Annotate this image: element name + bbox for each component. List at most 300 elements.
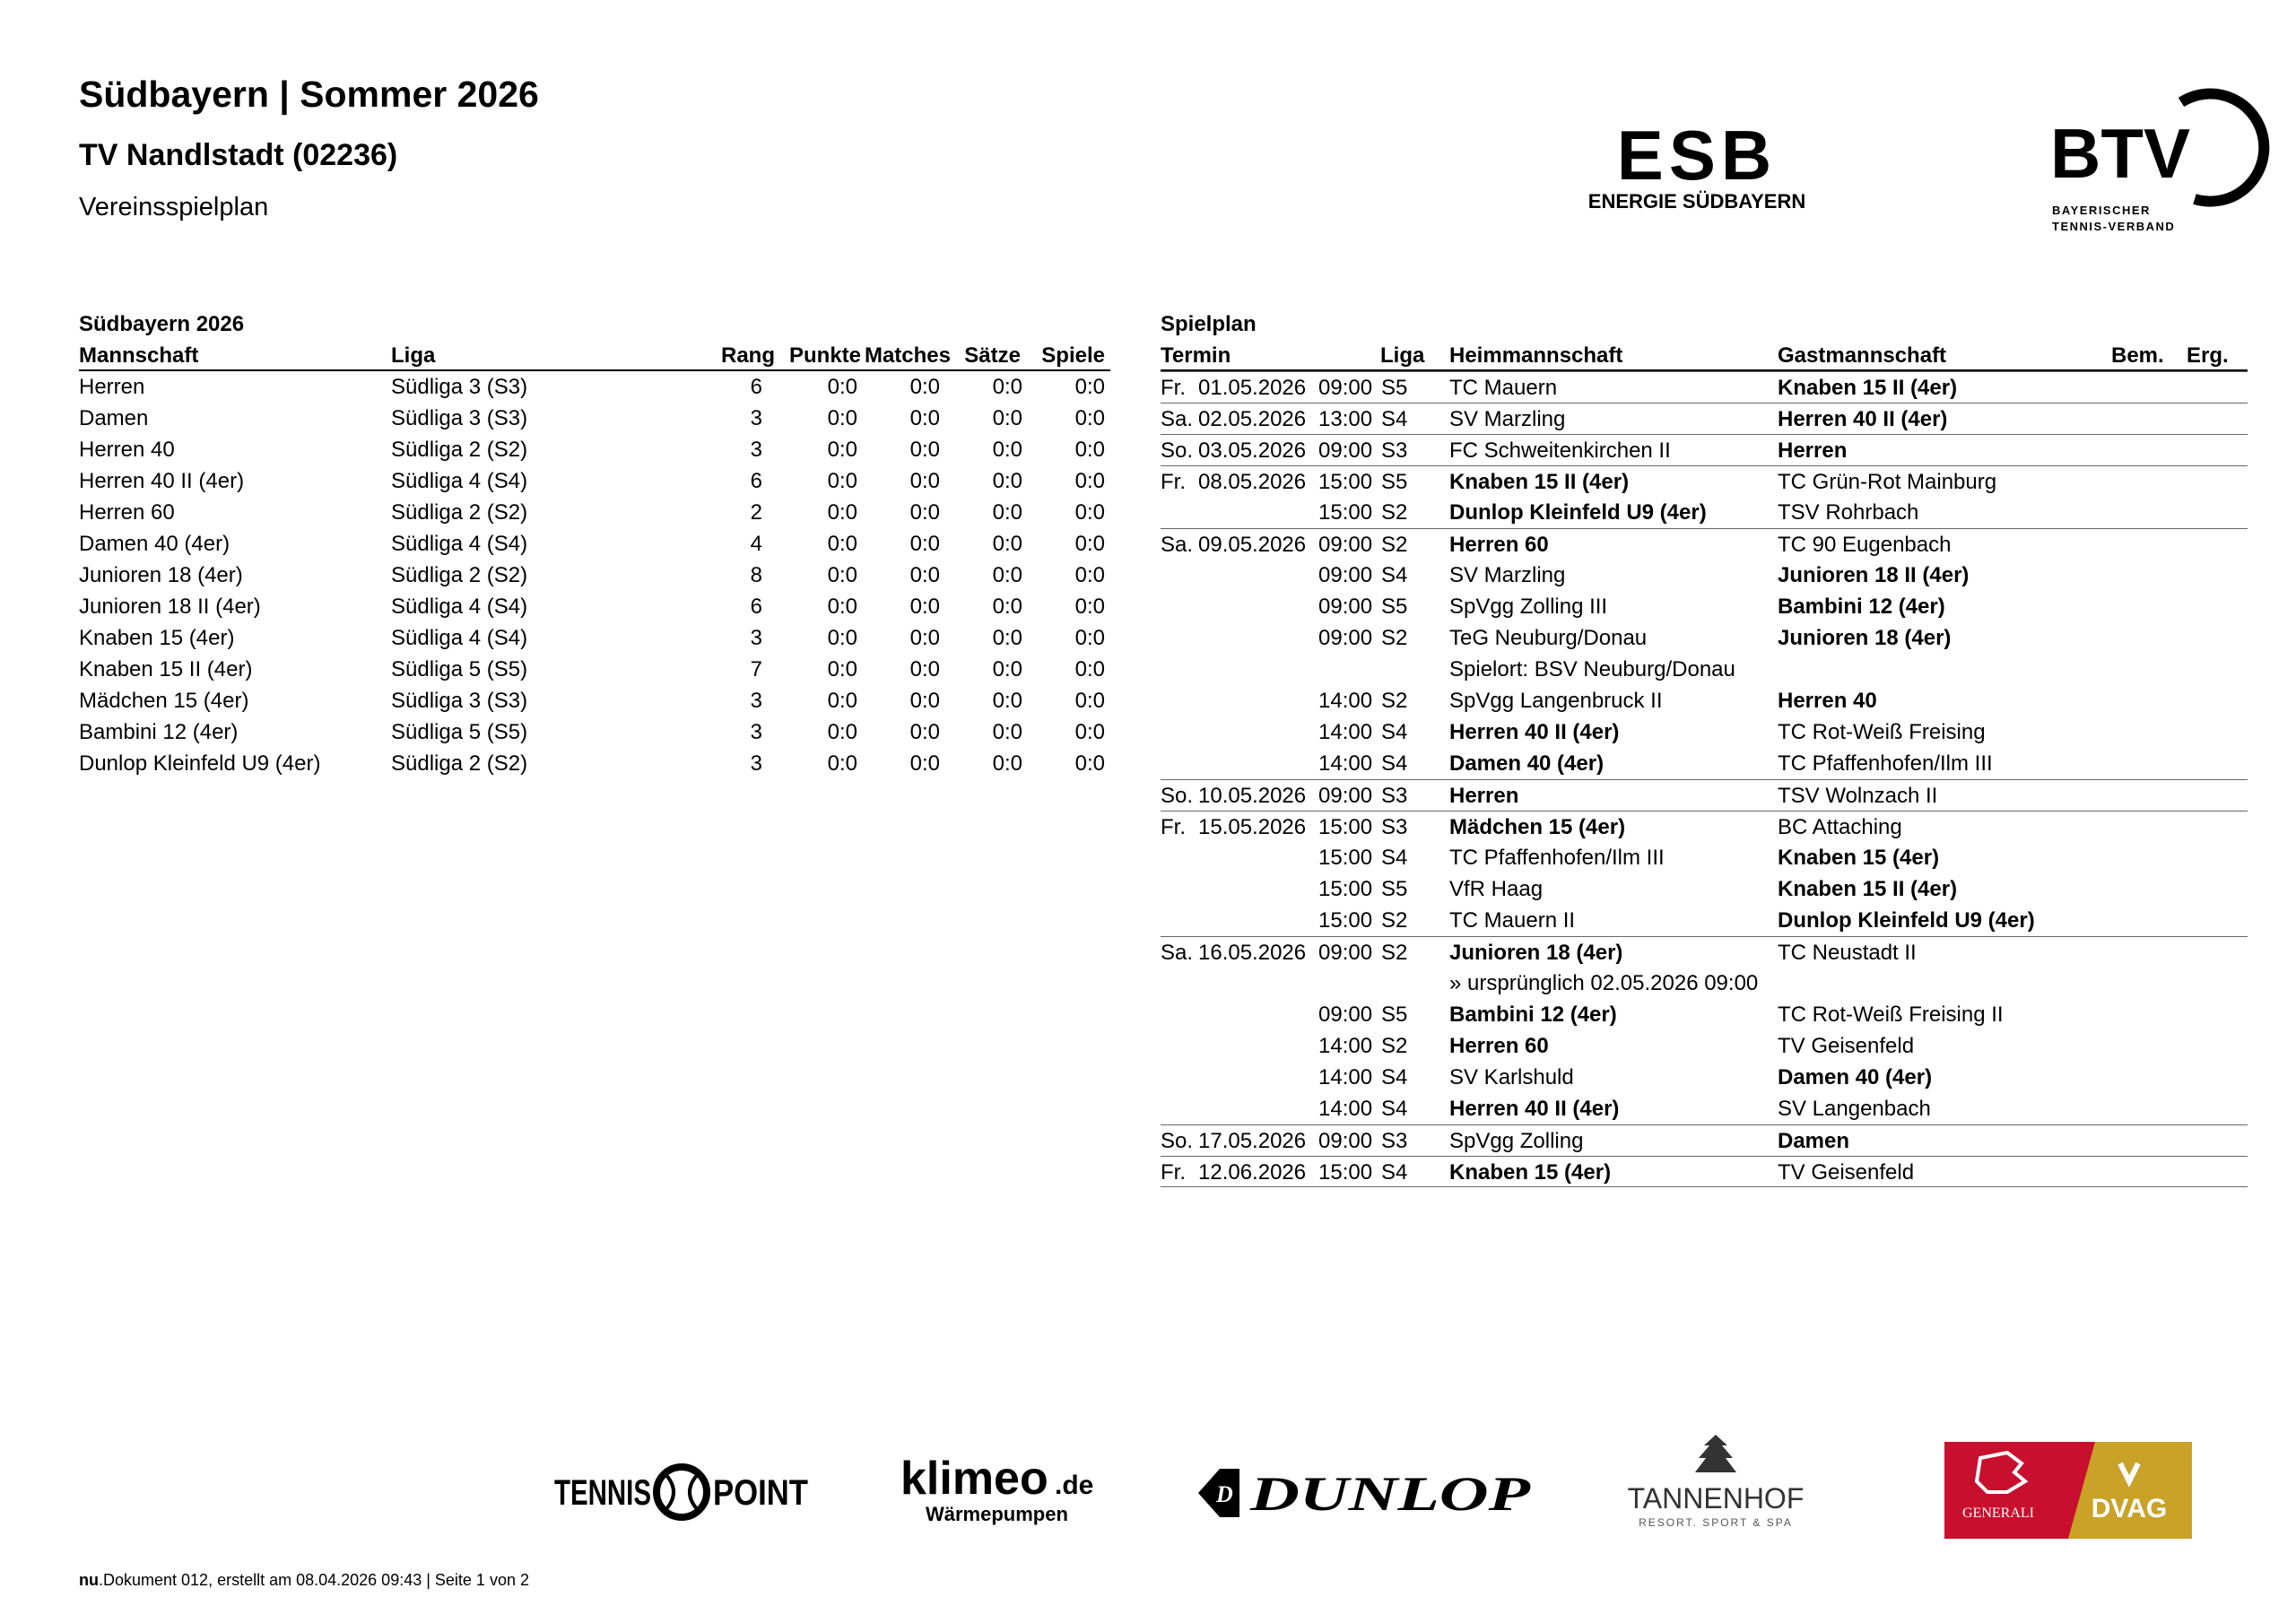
match-note: » ursprünglich 02.05.2026 09:00 [1449, 971, 1759, 995]
team-name: Herren 60 [79, 500, 175, 525]
guest-team: TC 90 Eugenbach [1778, 533, 1952, 557]
schedule-note-row [1161, 968, 2248, 999]
match-time: 09:00 [1318, 626, 1373, 650]
team-spiele: 0:0 [1074, 626, 1105, 650]
col-header-rang: Rang [721, 343, 775, 368]
match-time: 09:00 [1318, 941, 1373, 965]
match-time: 09:00 [1318, 563, 1373, 587]
page-title: Südbayern | Sommer 2026 [79, 74, 539, 115]
team-name: Damen 40 (4er) [79, 532, 230, 556]
schedule-row [1161, 905, 2248, 936]
match-liga: S5 [1381, 470, 1408, 494]
match-liga: S4 [1381, 1160, 1408, 1185]
table-row [79, 434, 1110, 465]
team-punkte: 0:0 [827, 626, 857, 650]
team-spiele: 0:0 [1074, 469, 1105, 493]
team-name: Herren 40 II (4er) [79, 469, 245, 493]
schedule-row [1161, 936, 2248, 968]
home-team: SpVgg Langenbruck II [1449, 689, 1663, 713]
match-liga: S4 [1381, 846, 1408, 870]
guest-team: Knaben 15 II (4er) [1778, 376, 1958, 400]
team-matches: 0:0 [909, 500, 940, 525]
team-punkte: 0:0 [827, 657, 857, 681]
col-header-bem: Bem. [2111, 343, 2164, 368]
guest-team: TSV Wolnzach II [1778, 784, 1938, 808]
match-note: Spielort: BSV Neuburg/Donau [1449, 657, 1735, 681]
team-saetze: 0:0 [992, 657, 1022, 681]
match-time: 13:00 [1318, 407, 1373, 431]
schedule-section-title: Spielplan [1161, 312, 1257, 336]
home-team: Herren 60 [1449, 533, 1549, 557]
team-punkte: 0:0 [827, 720, 857, 744]
table-row [79, 748, 1110, 779]
team-name: Herren [79, 375, 145, 399]
team-punkte: 0:0 [827, 438, 857, 462]
home-team: Damen 40 (4er) [1449, 751, 1605, 776]
team-saetze: 0:0 [992, 500, 1022, 525]
generali-text: GENERALI [1962, 1506, 2034, 1521]
guest-team: TC Neustadt II [1778, 941, 1917, 965]
team-saetze: 0:0 [992, 532, 1022, 556]
table-row [79, 591, 1110, 622]
home-team: Mädchen 15 (4er) [1449, 815, 1626, 839]
guest-team: TSV Rohrbach [1778, 500, 1919, 525]
team-matches: 0:0 [909, 595, 940, 619]
team-spiele: 0:0 [1074, 689, 1105, 713]
klimeo-main: klimeo [900, 1453, 1048, 1505]
match-liga: S5 [1381, 1002, 1408, 1027]
team-name: Herren 40 [79, 438, 175, 462]
table-row [79, 497, 1110, 528]
home-team: Herren 40 II (4er) [1449, 1097, 1620, 1121]
guest-team: Knaben 15 II (4er) [1778, 877, 1958, 901]
team-name: Knaben 15 II (4er) [79, 657, 253, 681]
match-date: 12.06.2026 [1198, 1160, 1307, 1185]
team-name: Junioren 18 (4er) [79, 563, 243, 587]
team-name: Dunlop Kleinfeld U9 (4er) [79, 751, 321, 776]
team-matches: 0:0 [909, 657, 940, 681]
home-team: TC Pfaffenhofen/Ilm III [1449, 846, 1665, 870]
team-spiele: 0:0 [1074, 751, 1105, 776]
btv-logo [2047, 84, 2253, 237]
match-day: Fr. [1161, 376, 1186, 400]
table-row [79, 654, 1110, 685]
team-liga: Südliga 3 (S3) [391, 375, 528, 399]
team-saetze: 0:0 [992, 626, 1022, 650]
team-saetze: 0:0 [992, 406, 1022, 430]
team-matches: 0:0 [909, 532, 940, 556]
guest-team: Damen 40 (4er) [1778, 1065, 1933, 1089]
footer-text: .Dokument 012, erstellt am 08.04.2026 09:43 | Seite 1 von 2 [99, 1571, 529, 1589]
schedule-row [1161, 528, 2248, 560]
home-team: Herren 60 [1449, 1034, 1549, 1058]
home-team: Knaben 15 II (4er) [1449, 470, 1630, 494]
match-day: So. [1161, 1129, 1194, 1153]
col-header-liga: Liga [1380, 343, 1425, 368]
team-spiele: 0:0 [1074, 720, 1105, 744]
match-day: Fr. [1161, 815, 1186, 839]
home-team: Herren [1449, 784, 1519, 808]
btv-logo-sub1: BAYERISCHER [2052, 204, 2151, 217]
match-liga: S2 [1381, 1034, 1408, 1058]
home-team: TC Mauern [1449, 376, 1558, 400]
team-rang: 6 [750, 595, 762, 619]
col-header-gastmannschaft: Gastmannschaft [1778, 343, 1947, 368]
match-date: 01.05.2026 [1198, 376, 1307, 400]
schedule-row [1161, 403, 2248, 434]
match-liga: S5 [1381, 376, 1408, 400]
btv-logo-main: BTV [2050, 114, 2190, 193]
team-spiele: 0:0 [1074, 406, 1105, 430]
schedule-row [1161, 1093, 2248, 1124]
team-saetze: 0:0 [992, 595, 1022, 619]
team-spiele: 0:0 [1074, 657, 1105, 681]
team-saetze: 0:0 [992, 689, 1022, 713]
home-team: SV Marzling [1449, 407, 1566, 431]
team-punkte: 0:0 [827, 469, 857, 493]
team-spiele: 0:0 [1074, 438, 1105, 462]
team-rang: 6 [750, 469, 762, 493]
schedule-row [1161, 873, 2248, 905]
match-time: 14:00 [1318, 1097, 1373, 1121]
tannenhof-main: TANNENHOF [1627, 1482, 1805, 1515]
match-liga: S3 [1381, 784, 1408, 808]
home-team: SpVgg Zolling III [1449, 595, 1608, 619]
match-liga: S5 [1381, 595, 1408, 619]
team-matches: 0:0 [909, 689, 940, 713]
match-time: 14:00 [1318, 689, 1373, 713]
svg-text:D: D [1216, 1481, 1233, 1507]
match-day: Sa. [1161, 941, 1194, 965]
team-saetze: 0:0 [992, 375, 1022, 399]
team-name: Bambini 12 (4er) [79, 720, 239, 744]
match-liga: S3 [1381, 815, 1408, 839]
match-day: Fr. [1161, 1160, 1186, 1185]
schedule-row [1161, 465, 2248, 497]
match-liga: S2 [1381, 941, 1408, 965]
team-punkte: 0:0 [827, 406, 857, 430]
dunlop-logo [1193, 1462, 1534, 1524]
match-time: 09:00 [1318, 438, 1373, 463]
team-name: Knaben 15 (4er) [79, 626, 235, 650]
schedule-row [1161, 1030, 2248, 1062]
guest-team: TC Grün-Rot Mainburg [1778, 470, 1997, 494]
team-liga: Südliga 3 (S3) [391, 406, 528, 430]
match-time: 15:00 [1318, 1160, 1373, 1185]
match-liga: S4 [1381, 720, 1408, 744]
team-liga: Südliga 4 (S4) [391, 532, 528, 556]
match-time: 14:00 [1318, 1065, 1373, 1089]
btv-logo-sub2: TENNIS-VERBAND [2052, 220, 2176, 233]
match-liga: S2 [1381, 908, 1408, 933]
team-matches: 0:0 [909, 563, 940, 587]
team-matches: 0:0 [909, 626, 940, 650]
match-liga: S2 [1381, 626, 1408, 650]
schedule-row [1161, 1124, 2248, 1156]
club-name: TV Nandlstadt (02236) [79, 138, 398, 172]
col-header-mannschaft: Mannschaft [79, 343, 199, 368]
match-liga: S2 [1381, 533, 1408, 557]
home-team: SV Marzling [1449, 563, 1566, 587]
schedule-row [1161, 371, 2248, 403]
match-date: 10.05.2026 [1198, 784, 1307, 808]
guest-team: Junioren 18 (4er) [1778, 626, 1952, 650]
guest-team: TV Geisenfeld [1778, 1034, 1915, 1058]
tennis-ball-icon [657, 1467, 707, 1517]
team-saetze: 0:0 [992, 751, 1022, 776]
teams-table-body [79, 371, 1110, 779]
match-date: 09.05.2026 [1198, 533, 1307, 557]
guest-team: BC Attaching [1778, 815, 1902, 839]
guest-team: Junioren 18 II (4er) [1778, 563, 1970, 587]
tannenhof-sub: RESORT. SPORT & SPA [1639, 1516, 1793, 1529]
match-time: 15:00 [1318, 500, 1373, 525]
match-liga: S3 [1381, 1129, 1408, 1153]
team-liga: Südliga 5 (S5) [391, 657, 528, 681]
home-team: TeG Neuburg/Donau [1449, 626, 1648, 650]
match-liga: S3 [1381, 438, 1408, 463]
col-header-heimmannschaft: Heimmannschaft [1449, 343, 1623, 368]
guest-team: Knaben 15 (4er) [1778, 846, 1940, 870]
match-date: 03.05.2026 [1198, 438, 1307, 463]
table-row [79, 622, 1110, 654]
team-liga: Südliga 5 (S5) [391, 720, 528, 744]
match-liga: S2 [1381, 689, 1408, 713]
match-time: 14:00 [1318, 720, 1373, 744]
guest-team: Herren 40 II (4er) [1778, 407, 1948, 431]
schedule-note-row [1161, 654, 2248, 685]
home-team: Dunlop Kleinfeld U9 (4er) [1449, 500, 1707, 525]
col-header-erg: Erg. [2187, 343, 2229, 368]
match-day: So. [1161, 784, 1194, 808]
team-rang: 6 [750, 375, 762, 399]
esb-logo-main: ESB [1616, 116, 1778, 195]
team-name: Mädchen 15 (4er) [79, 689, 249, 713]
match-liga: S4 [1381, 1065, 1408, 1089]
match-time: 09:00 [1318, 376, 1373, 400]
match-date: 16.05.2026 [1198, 941, 1307, 965]
team-liga: Südliga 3 (S3) [391, 689, 528, 713]
team-saetze: 0:0 [992, 563, 1022, 587]
schedule-row [1161, 811, 2248, 842]
col-header-liga: Liga [391, 343, 436, 368]
guest-team: Herren 40 [1778, 689, 1877, 713]
col-header-termin: Termin [1161, 343, 1231, 368]
match-time: 15:00 [1318, 815, 1373, 839]
schedule-row [1161, 560, 2248, 591]
team-rang: 3 [750, 626, 762, 650]
guest-team: Dunlop Kleinfeld U9 (4er) [1778, 908, 2035, 933]
dvag-text: DVAG [2091, 1494, 2168, 1523]
schedule-table-body [1161, 371, 2248, 1187]
match-date: 15.05.2026 [1198, 815, 1307, 839]
team-rang: 3 [750, 689, 762, 713]
team-punkte: 0:0 [827, 375, 857, 399]
schedule-row [1161, 1062, 2248, 1093]
schedule-row [1161, 748, 2248, 779]
pine-cone-icon [1695, 1435, 1736, 1472]
team-matches: 0:0 [909, 438, 940, 462]
team-name: Damen [79, 406, 149, 430]
klimeo-sub: Wärmepumpen [926, 1503, 1068, 1525]
match-liga: S5 [1381, 877, 1408, 901]
team-punkte: 0:0 [827, 500, 857, 525]
esb-logo-sub: ENERGIE SÜDBAYERN [1587, 190, 1806, 213]
team-rang: 3 [750, 720, 762, 744]
match-time: 15:00 [1318, 846, 1373, 870]
team-punkte: 0:0 [827, 751, 857, 776]
team-matches: 0:0 [909, 375, 940, 399]
team-rang: 3 [750, 406, 762, 430]
team-matches: 0:0 [909, 751, 940, 776]
tennispoint-logo [554, 1453, 810, 1524]
schedule-table-header [1161, 340, 2248, 371]
match-time: 15:00 [1318, 470, 1373, 494]
schedule-row [1161, 842, 2248, 873]
schedule-row [1161, 716, 2248, 748]
guest-team: Damen [1778, 1129, 1850, 1153]
team-liga: Südliga 2 (S2) [391, 438, 528, 462]
match-time: 09:00 [1318, 533, 1373, 557]
klimeo-tld: .de [1055, 1471, 1094, 1500]
schedule-row [1161, 999, 2248, 1030]
schedule-row [1161, 685, 2248, 716]
team-liga: Südliga 4 (S4) [391, 626, 528, 650]
home-team: TC Mauern II [1449, 908, 1576, 933]
match-time: 15:00 [1318, 877, 1373, 901]
team-rang: 8 [750, 563, 762, 587]
team-liga: Südliga 2 (S2) [391, 563, 528, 587]
team-matches: 0:0 [909, 720, 940, 744]
team-punkte: 0:0 [827, 532, 857, 556]
team-spiele: 0:0 [1074, 500, 1105, 525]
col-header-saetze: Sätze [964, 343, 1021, 368]
match-liga: S2 [1381, 500, 1408, 525]
table-row [79, 465, 1110, 497]
tennispoint-left: TENNIS [554, 1473, 651, 1513]
match-date: 02.05.2026 [1198, 407, 1307, 431]
team-liga: Südliga 2 (S2) [391, 500, 528, 525]
footer-brand: nu [79, 1571, 99, 1589]
match-time: 09:00 [1318, 784, 1373, 808]
home-team: SV Karlshuld [1449, 1065, 1574, 1089]
team-liga: Südliga 4 (S4) [391, 469, 528, 493]
team-rang: 2 [750, 500, 762, 525]
team-punkte: 0:0 [827, 689, 857, 713]
schedule-row [1161, 497, 2248, 528]
team-rang: 4 [750, 532, 762, 556]
team-liga: Südliga 4 (S4) [391, 595, 528, 619]
team-saetze: 0:0 [992, 469, 1022, 493]
page-footer [79, 1571, 529, 1590]
team-matches: 0:0 [909, 406, 940, 430]
match-liga: S4 [1381, 407, 1408, 431]
table-row [79, 560, 1110, 591]
match-liga: S4 [1381, 751, 1408, 776]
schedule-row [1161, 622, 2248, 654]
schedule-row [1161, 591, 2248, 622]
table-row [79, 716, 1110, 748]
match-day: Sa. [1161, 533, 1194, 557]
guest-team: TC Pfaffenhofen/Ilm III [1778, 751, 1993, 776]
teams-table-header [79, 340, 1110, 371]
table-row [79, 528, 1110, 560]
document-subtitle: Vereinsspielplan [79, 193, 269, 221]
teams-section-title: Südbayern 2026 [79, 312, 245, 336]
teams-table [79, 309, 1110, 779]
team-saetze: 0:0 [992, 720, 1022, 744]
tannenhof-logo [1622, 1433, 1810, 1532]
team-rang: 7 [750, 657, 762, 681]
team-liga: Südliga 2 (S2) [391, 751, 528, 776]
table-row [79, 685, 1110, 716]
home-team: FC Schweitenkirchen II [1449, 438, 1671, 463]
team-spiele: 0:0 [1074, 532, 1105, 556]
home-team: Junioren 18 (4er) [1449, 941, 1623, 965]
guest-team: Herren [1778, 438, 1848, 463]
esb-logo [1580, 116, 1813, 213]
btv-swoosh-icon [2181, 94, 2264, 202]
klimeo-logo [900, 1449, 1116, 1530]
guest-team: SV Langenbach [1778, 1097, 1931, 1121]
match-time: 14:00 [1318, 751, 1373, 776]
team-saetze: 0:0 [992, 438, 1022, 462]
col-header-punkte: Punkte [788, 343, 861, 368]
home-team: VfR Haag [1449, 877, 1544, 901]
match-day: Sa. [1161, 407, 1194, 431]
team-name: Junioren 18 II (4er) [79, 595, 261, 619]
team-spiele: 0:0 [1074, 595, 1105, 619]
team-spiele: 0:0 [1074, 563, 1105, 587]
generali-dvag-logo [1944, 1442, 2192, 1539]
home-team: Knaben 15 (4er) [1449, 1160, 1612, 1185]
match-date: 08.05.2026 [1198, 470, 1307, 494]
schedule-row [1161, 779, 2248, 811]
schedule-table [1161, 309, 2248, 1187]
match-time: 09:00 [1318, 1002, 1373, 1027]
col-header-spiele: Spiele [1041, 343, 1105, 368]
guest-team: TC Rot-Weiß Freising II [1778, 1002, 2004, 1027]
schedule-row [1161, 1156, 2248, 1187]
team-spiele: 0:0 [1074, 375, 1105, 399]
match-time: 15:00 [1318, 908, 1373, 933]
table-row [79, 403, 1110, 434]
table-row [79, 371, 1110, 403]
home-team: Herren 40 II (4er) [1449, 720, 1620, 744]
match-day: Fr. [1161, 470, 1186, 494]
team-rang: 3 [750, 438, 762, 462]
guest-team: TV Geisenfeld [1778, 1160, 1915, 1185]
match-day: So. [1161, 438, 1194, 463]
match-time: 09:00 [1318, 1129, 1373, 1153]
col-header-matches: Matches [864, 343, 951, 368]
guest-team: TC Rot-Weiß Freising [1778, 720, 1986, 744]
team-punkte: 0:0 [827, 595, 857, 619]
home-team: SpVgg Zolling [1449, 1129, 1584, 1153]
match-liga: S4 [1381, 563, 1408, 587]
dunlop-main: DUNLOP [1248, 1467, 1532, 1521]
match-time: 14:00 [1318, 1034, 1373, 1058]
team-punkte: 0:0 [827, 563, 857, 587]
match-date: 17.05.2026 [1198, 1129, 1307, 1153]
match-time: 09:00 [1318, 595, 1373, 619]
schedule-row [1161, 434, 2248, 465]
home-team: Bambini 12 (4er) [1449, 1002, 1617, 1027]
guest-team: Bambini 12 (4er) [1778, 595, 1945, 619]
team-matches: 0:0 [909, 469, 940, 493]
tennispoint-right: POINT [713, 1473, 808, 1513]
match-liga: S4 [1381, 1097, 1408, 1121]
